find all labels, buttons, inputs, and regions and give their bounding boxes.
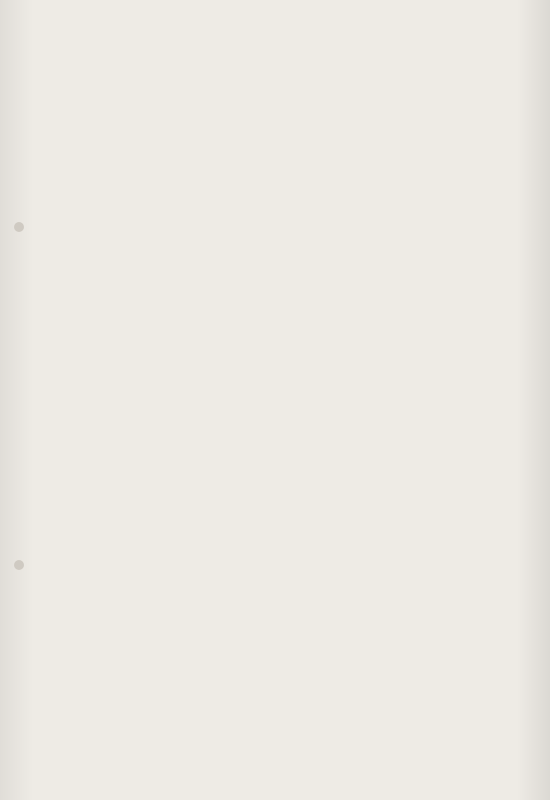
binder-hole [14, 222, 24, 232]
body-text [82, 40, 540, 43]
binder-hole [14, 560, 24, 570]
